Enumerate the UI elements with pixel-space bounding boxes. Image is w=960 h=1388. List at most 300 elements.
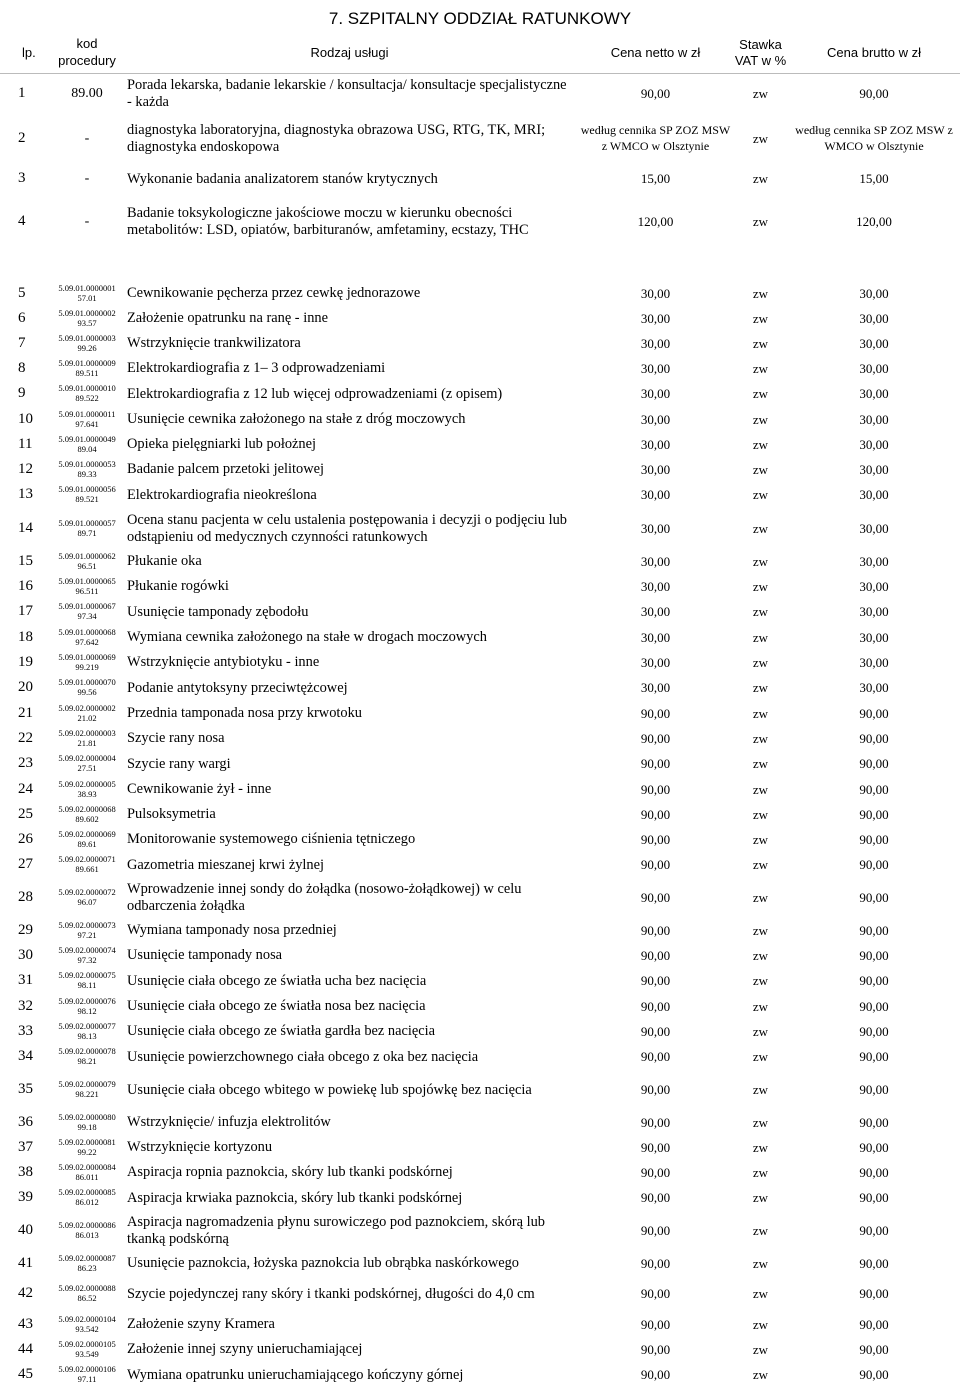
row-brutto: 90,00 [859,1139,889,1155]
row-service-name: Założenie szyny Kramera [127,1316,275,1332]
row-brutto: 90,00 [859,1082,889,1098]
row-netto: 90,00 [640,730,671,746]
row-service-name: Wstrzyknięcie trankwilizatora [127,335,301,351]
table-row [0,943,960,968]
header-code: kod procedury [58,36,116,68]
row-lp: 34 [18,1048,33,1065]
table-row [0,73,960,115]
row-service-name: Usunięcie tamponady nosa [127,947,283,963]
row-brutto: 30,00 [859,461,889,477]
row-code: 5.09.02.0000072 96.07 [58,887,116,907]
row-lp: 8 [18,359,26,376]
row-netto: 90,00 [640,857,671,873]
row-vat: zw [752,386,769,402]
table-row [0,1312,960,1337]
row-lp: 3 [18,170,26,187]
row-code: 5.09.01.0000011 97.641 [58,408,116,429]
row-netto: 30,00 [640,285,671,301]
row-brutto: 90,00 [859,857,889,873]
row-vat: zw [752,1316,769,1332]
row-service-name: Płukanie oka [127,553,202,569]
row-vat: zw [752,1190,769,1206]
row-service-name: Usunięcie powierzchownego ciała obcego z oka bez nacięcia [127,1048,479,1065]
row-brutto: 30,00 [859,553,889,569]
row-code: 5.09.02.0000075 98.11 [58,970,116,990]
row-lp: 40 [18,1222,33,1239]
row-brutto: według cennika SP ZOZ MSW z WMCO w Olsztynie [795,123,953,153]
row-lp: 7 [18,334,26,351]
row-vat: zw [752,705,769,721]
row-netto: 30,00 [640,553,671,569]
row-code: 5.09.01.0000068 97.642 [58,626,116,647]
row-brutto: 90,00 [859,1114,889,1130]
row-brutto: 30,00 [859,680,889,696]
row-brutto: 90,00 [859,890,889,906]
row-lp: 45 [18,1366,33,1383]
row-brutto: 90,00 [859,1023,889,1039]
row-service-name: Usunięcie cewnika założonego na stałe z dróg moczowych [127,411,466,427]
row-code: 5.09.01.0000010 89.522 [58,383,116,403]
row-netto: 90,00 [640,806,671,822]
row-service-name: Usunięcie ciała obcego wbitego w powiekę lub spojówkę bez nacięcia [127,1081,532,1098]
row-code: 5.09.01.0000069 99.219 [58,651,116,672]
row-code: 5.09.01.0000070 99.56 [58,677,116,697]
row-lp: 38 [18,1163,33,1180]
row-service-name: Usunięcie tamponady zębodołu [127,603,309,620]
row-vat: zw [752,1341,769,1357]
row-code: 5.09.02.0000073 97.21 [58,919,116,940]
table-row [0,281,960,306]
row-netto: 90,00 [640,1023,671,1039]
row-brutto: 90,00 [859,86,889,102]
row-service-name: Szycie rany wargi [127,755,231,772]
row-code: - [84,170,90,186]
row-brutto: 90,00 [859,1316,889,1332]
row-netto: 30,00 [640,487,671,503]
row-brutto: 90,00 [859,1049,889,1065]
row-lp: 43 [18,1315,33,1332]
row-brutto: 30,00 [859,310,889,326]
row-code: 5.09.01.0000056 89.521 [58,484,116,504]
row-netto: 30,00 [640,310,671,326]
row-brutto: 90,00 [859,998,889,1014]
row-code: 5.09.02.0000005 38.93 [58,778,116,799]
row-netto: 30,00 [640,335,671,351]
table-row [0,549,960,574]
row-vat: zw [752,461,769,477]
table-row [0,407,960,432]
table-row [0,1211,960,1251]
row-netto: 90,00 [640,947,671,963]
row-vat: zw [752,1023,769,1039]
row-netto: 90,00 [640,1114,671,1130]
row-vat: zw [752,1367,769,1383]
row-brutto: 90,00 [859,730,889,746]
row-lp: 33 [18,1022,33,1039]
row-service-name: Płukanie rogówki [127,578,229,594]
header-lp: lp. [22,45,36,61]
table-row [0,1019,960,1044]
row-service-name: Wymiana cewnika założonego na stałe w drogach moczowych [127,629,487,645]
row-vat: zw [752,781,769,797]
row-service-name: Usunięcie ciała obcego ze światła ucha bez nacięcia [127,972,427,989]
row-brutto: 30,00 [859,654,889,670]
row-netto: 90,00 [640,1316,671,1332]
row-vat: zw [752,1164,769,1180]
row-netto: 90,00 [640,756,671,772]
table-row [0,918,960,943]
table-row [0,1185,960,1211]
header-netto: Cena netto w zł [610,45,701,61]
row-service-name: Wprowadzenie innej sondy do żołądka (nosowo-żołądkowej) w celu odbarczenia żołądka [127,881,522,914]
row-lp: 15 [18,552,33,569]
row-lp: 32 [18,997,33,1014]
table-row [0,650,960,675]
table-row [0,331,960,356]
row-lp: 41 [18,1254,33,1271]
row-service-name: Elektrokardiografia z 12 lub więcej odprowadzeniami (z opisem) [127,385,503,402]
row-service-name: Przednia tamponada nosa przy krwotoku [127,705,362,721]
row-vat: zw [752,1139,769,1155]
row-code: 5.09.01.0000009 89.511 [58,357,116,378]
table-row [0,1135,960,1160]
row-vat: zw [752,1286,769,1302]
row-vat: zw [752,86,769,102]
table-row [0,726,960,751]
row-vat: zw [752,973,769,989]
row-brutto: 90,00 [859,831,889,847]
row-lp: 21 [18,704,33,721]
header-brutto: Cena brutto w zł [827,45,921,61]
row-vat: zw [752,890,769,906]
row-service-name: Wykonanie badania analizatorem stanów krytycznych [127,170,438,187]
row-brutto: 90,00 [859,1223,889,1239]
table-row [0,508,960,549]
row-code: 5.09.02.0000104 93.542 [58,1313,116,1334]
row-lp: 4 [18,213,26,230]
row-service-name: Elektrokardiografia z 1– 3 odprowadzeniami [127,360,386,376]
row-brutto: 30,00 [859,335,889,351]
row-code: 5.09.02.0000105 93.549 [58,1338,116,1359]
row-lp: 35 [18,1081,33,1098]
row-netto: 30,00 [640,629,671,645]
table-row [0,457,960,482]
row-brutto: 90,00 [859,1286,889,1302]
row-lp: 29 [18,921,33,938]
row-vat: zw [752,1049,769,1065]
row-lp: 11 [18,435,33,452]
row-code: 5.09.02.0000071 89.661 [58,854,116,874]
row-code: 5.09.02.0000069 89.61 [58,828,116,849]
row-service-name: Elektrokardiografia nieokreślona [127,486,317,503]
row-code: 89.00 [71,85,103,101]
header-name: Rodzaj usługi [310,45,389,61]
row-netto: 30,00 [640,520,671,536]
row-netto: 90,00 [640,705,671,721]
row-service-name: Wstrzyknięcie antybiotyku - inne [127,654,320,670]
row-vat: zw [752,214,769,230]
header-divider [0,73,960,74]
row-code: 5.09.01.0000049 89.04 [58,433,116,454]
table-row [0,751,960,777]
row-code: 5.09.02.0000106 97.11 [58,1364,116,1384]
row-lp: 2 [18,130,26,147]
row-vat: zw [752,285,769,301]
row-lp: 39 [18,1189,33,1206]
table-row [0,381,960,407]
table-row [0,163,960,195]
row-code: 5.09.01.0000062 96.51 [58,550,116,571]
row-lp: 22 [18,729,33,746]
row-service-name: Badanie palcem przetoki jelitowej [127,461,324,477]
table-row [0,197,960,247]
table-row [0,878,960,918]
row-netto: 15,00 [640,171,671,187]
row-vat: zw [752,411,769,427]
row-vat: zw [752,857,769,873]
table-row [0,675,960,701]
row-service-name: Podanie antytoksyny przeciwtężcowej [127,679,348,696]
row-brutto: 30,00 [859,520,889,536]
row-lp: 1 [18,85,26,102]
row-code: 5.09.02.0000087 86.23 [58,1252,116,1273]
row-service-name: Badanie toksykologiczne jakościowe moczu w kierunku obecności metabolitów: LSD, opiatów, barbituranów, amfetaminy, ecstazy, THC [127,205,529,238]
row-service-name: Szycie pojedynczej rany skóry i tkanki podskórnej, długości do 4,0 cm [127,1285,535,1302]
row-code: 5.09.02.0000086 86.013 [58,1220,116,1240]
row-lp: 12 [18,460,33,477]
row-brutto: 30,00 [859,285,889,301]
row-code: 5.09.02.0000068 89.602 [58,803,116,824]
row-service-name: Założenie opatrunku na ranę - inne [127,310,328,326]
row-service-name: Wymiana tamponady nosa przedniej [127,922,337,938]
row-lp: 17 [18,603,33,620]
table-row [0,701,960,726]
row-code: - [84,213,90,229]
row-brutto: 30,00 [859,578,889,594]
row-lp: 24 [18,780,33,797]
row-vat: zw [752,922,769,938]
row-code: 5.09.02.0000002 21.02 [58,702,116,723]
table-row [0,1160,960,1185]
row-code: 5.09.01.0000001 57.01 [58,282,116,303]
row-brutto: 15,00 [859,171,889,187]
row-service-name: Cewnikowanie pęcherza przez cewkę jednorazowe [127,285,421,301]
row-vat: zw [752,756,769,772]
row-brutto: 90,00 [859,1341,889,1357]
row-brutto: 120,00 [856,214,892,230]
row-netto: 90,00 [640,1367,671,1383]
table-row [0,777,960,802]
row-netto: 90,00 [640,1082,671,1098]
row-service-name: Aspiracja krwiaka paznokcia, skóry lub tkanki podskórnej [127,1189,463,1206]
row-lp: 26 [18,830,33,847]
row-vat: zw [752,998,769,1014]
table-row [0,1070,960,1110]
row-service-name: Pulsoksymetria [127,806,216,822]
row-vat: zw [752,436,769,452]
row-lp: 6 [18,309,26,326]
row-vat: zw [752,629,769,645]
row-lp: 25 [18,805,33,822]
row-netto: 30,00 [640,436,671,452]
row-code: 5.09.02.0000004 27.51 [58,753,116,773]
row-lp: 30 [18,946,33,963]
table-row [0,1044,960,1070]
table-row [0,306,960,331]
table-row [0,827,960,852]
row-vat: zw [752,806,769,822]
row-lp: 10 [18,410,33,427]
row-netto: 90,00 [640,781,671,797]
row-lp: 36 [18,1113,33,1130]
row-service-name: Założenie innej szyny unieruchamiającej [127,1341,363,1357]
row-netto: 90,00 [640,1190,671,1206]
row-netto: 90,00 [640,86,671,102]
row-netto: 90,00 [640,1049,671,1065]
row-code: 5.09.02.0000003 21.81 [58,727,116,748]
row-service-name: Cewnikowanie żył - inne [127,781,272,797]
row-netto: 30,00 [640,411,671,427]
row-brutto: 90,00 [859,1190,889,1206]
row-code: 5.09.02.0000088 86.52 [58,1283,116,1303]
row-code: 5.09.01.0000057 89.71 [58,517,116,538]
row-lp: 27 [18,856,33,873]
row-code: 5.09.02.0000084 86.011 [58,1161,116,1182]
table-row [0,115,960,163]
row-vat: zw [752,831,769,847]
row-code: 5.09.02.0000077 98.13 [58,1020,116,1041]
row-code: 5.09.02.0000076 98.12 [58,995,116,1016]
row-netto: 30,00 [640,604,671,620]
row-brutto: 90,00 [859,947,889,963]
row-netto: 30,00 [640,386,671,402]
table-row [0,356,960,381]
row-code: 5.09.01.0000067 97.34 [58,601,116,621]
row-code: 5.09.02.0000080 99.18 [58,1111,116,1132]
row-brutto: 30,00 [859,360,889,376]
row-service-name: Usunięcie paznokcia, łożyska paznokcia lub obrąbka naskórkowego [127,1255,520,1271]
row-code: 5.09.01.0000002 93.57 [58,307,116,328]
page-title: 7. SZPITALNY ODDZIAŁ RATUNKOWY [328,9,632,28]
row-netto: 90,00 [640,1255,671,1271]
row-code: 5.09.02.0000081 99.22 [58,1136,116,1157]
row-service-name: Usunięcie ciała obcego ze światła gardła bez nacięcia [127,1023,436,1039]
row-lp: 23 [18,755,33,772]
row-code: 5.09.01.0000003 99.26 [58,332,116,353]
row-service-name: diagnostyka laboratoryjna, diagnostyka obrazowa USG, RTG, TK, MRI; diagnostyka endoskopowa [127,122,546,155]
row-brutto: 30,00 [859,487,889,503]
row-service-name: Usunięcie ciała obcego ze światła nosa bez nacięcia [127,998,426,1014]
table-row [0,802,960,827]
row-brutto: 30,00 [859,629,889,645]
row-lp: 13 [18,486,33,503]
row-service-name: Opieka pielęgniarki lub położnej [127,436,317,452]
table-row [0,968,960,994]
row-vat: zw [752,335,769,351]
row-lp: 16 [18,577,33,594]
row-lp: 42 [18,1285,33,1302]
row-code: 5.09.02.0000085 86.012 [58,1187,116,1207]
row-service-name: Szycie rany nosa [127,730,225,746]
row-vat: zw [752,578,769,594]
row-netto: 90,00 [640,1341,671,1357]
row-netto: 90,00 [640,922,671,938]
row-netto: 30,00 [640,360,671,376]
table-row [0,432,960,457]
row-service-name: Wstrzyknięcie kortyzonu [127,1139,273,1155]
row-vat: zw [752,730,769,746]
row-brutto: 90,00 [859,1367,889,1383]
table-header [0,33,960,73]
row-vat: zw [752,487,769,503]
row-vat: zw [752,520,769,536]
row-vat: zw [752,680,769,696]
row-lp: 9 [18,385,26,402]
row-service-name: Wymiana opatrunku unieruchamiającego kończyny górnej [127,1366,464,1383]
row-vat: zw [752,1114,769,1130]
row-brutto: 30,00 [859,411,889,427]
row-code: 5.09.01.0000065 96.511 [58,575,116,596]
row-vat: zw [752,947,769,963]
row-lp: 14 [18,519,33,536]
row-service-name: Wstrzyknięcie/ infuzja elektrolitów [127,1114,331,1130]
row-lp: 37 [18,1138,33,1155]
row-lp: 20 [18,679,33,696]
row-netto: 30,00 [640,461,671,477]
table-row [0,994,960,1019]
row-lp: 28 [18,889,33,906]
row-vat: zw [752,171,769,187]
row-brutto: 90,00 [859,922,889,938]
row-brutto: 30,00 [859,436,889,452]
row-vat: zw [752,310,769,326]
table-row [0,1337,960,1362]
row-brutto: 90,00 [859,705,889,721]
row-netto: 90,00 [640,1139,671,1155]
row-lp: 5 [18,284,26,301]
row-netto: 30,00 [640,578,671,594]
row-netto: 90,00 [640,998,671,1014]
row-vat: zw [752,654,769,670]
row-netto: 90,00 [640,890,671,906]
row-code: 5.09.02.0000078 98.21 [58,1046,116,1066]
header-vat: Stawka VAT w % [734,36,787,68]
row-brutto: 30,00 [859,386,889,402]
row-service-name: Aspiracja nagromadzenia płynu surowiczego pod paznokciem, skórą lub tkanką podskórną [127,1214,545,1247]
row-lp: 31 [18,972,33,989]
row-vat: zw [752,1255,769,1271]
table-row [0,482,960,508]
row-netto: 90,00 [640,973,671,989]
row-brutto: 90,00 [859,1255,889,1271]
table-row [0,1276,960,1312]
row-code: 5.09.02.0000074 97.32 [58,944,116,965]
table-row [0,599,960,625]
row-service-name: Monitorowanie systemowego ciśnienia tętniczego [127,831,416,847]
row-netto: 90,00 [640,831,671,847]
row-netto: 120,00 [637,214,674,230]
row-code: 5.09.01.0000053 89.33 [58,458,116,479]
row-service-name: Ocena stanu pacjenta w celu ustalenia postępowania i decyzji o podjęciu lub odstąpieniu od medycznych czynności ratunkowych [127,511,567,545]
row-netto: 30,00 [640,680,671,696]
row-vat: zw [752,360,769,376]
row-lp: 44 [18,1340,33,1357]
table-row [0,852,960,878]
table-row [0,1110,960,1135]
row-netto: według cennika SP ZOZ MSW z WMCO w Olsztynie [580,123,731,153]
row-code: 5.09.02.0000079 98.221 [58,1079,116,1099]
row-brutto: 30,00 [859,604,889,620]
